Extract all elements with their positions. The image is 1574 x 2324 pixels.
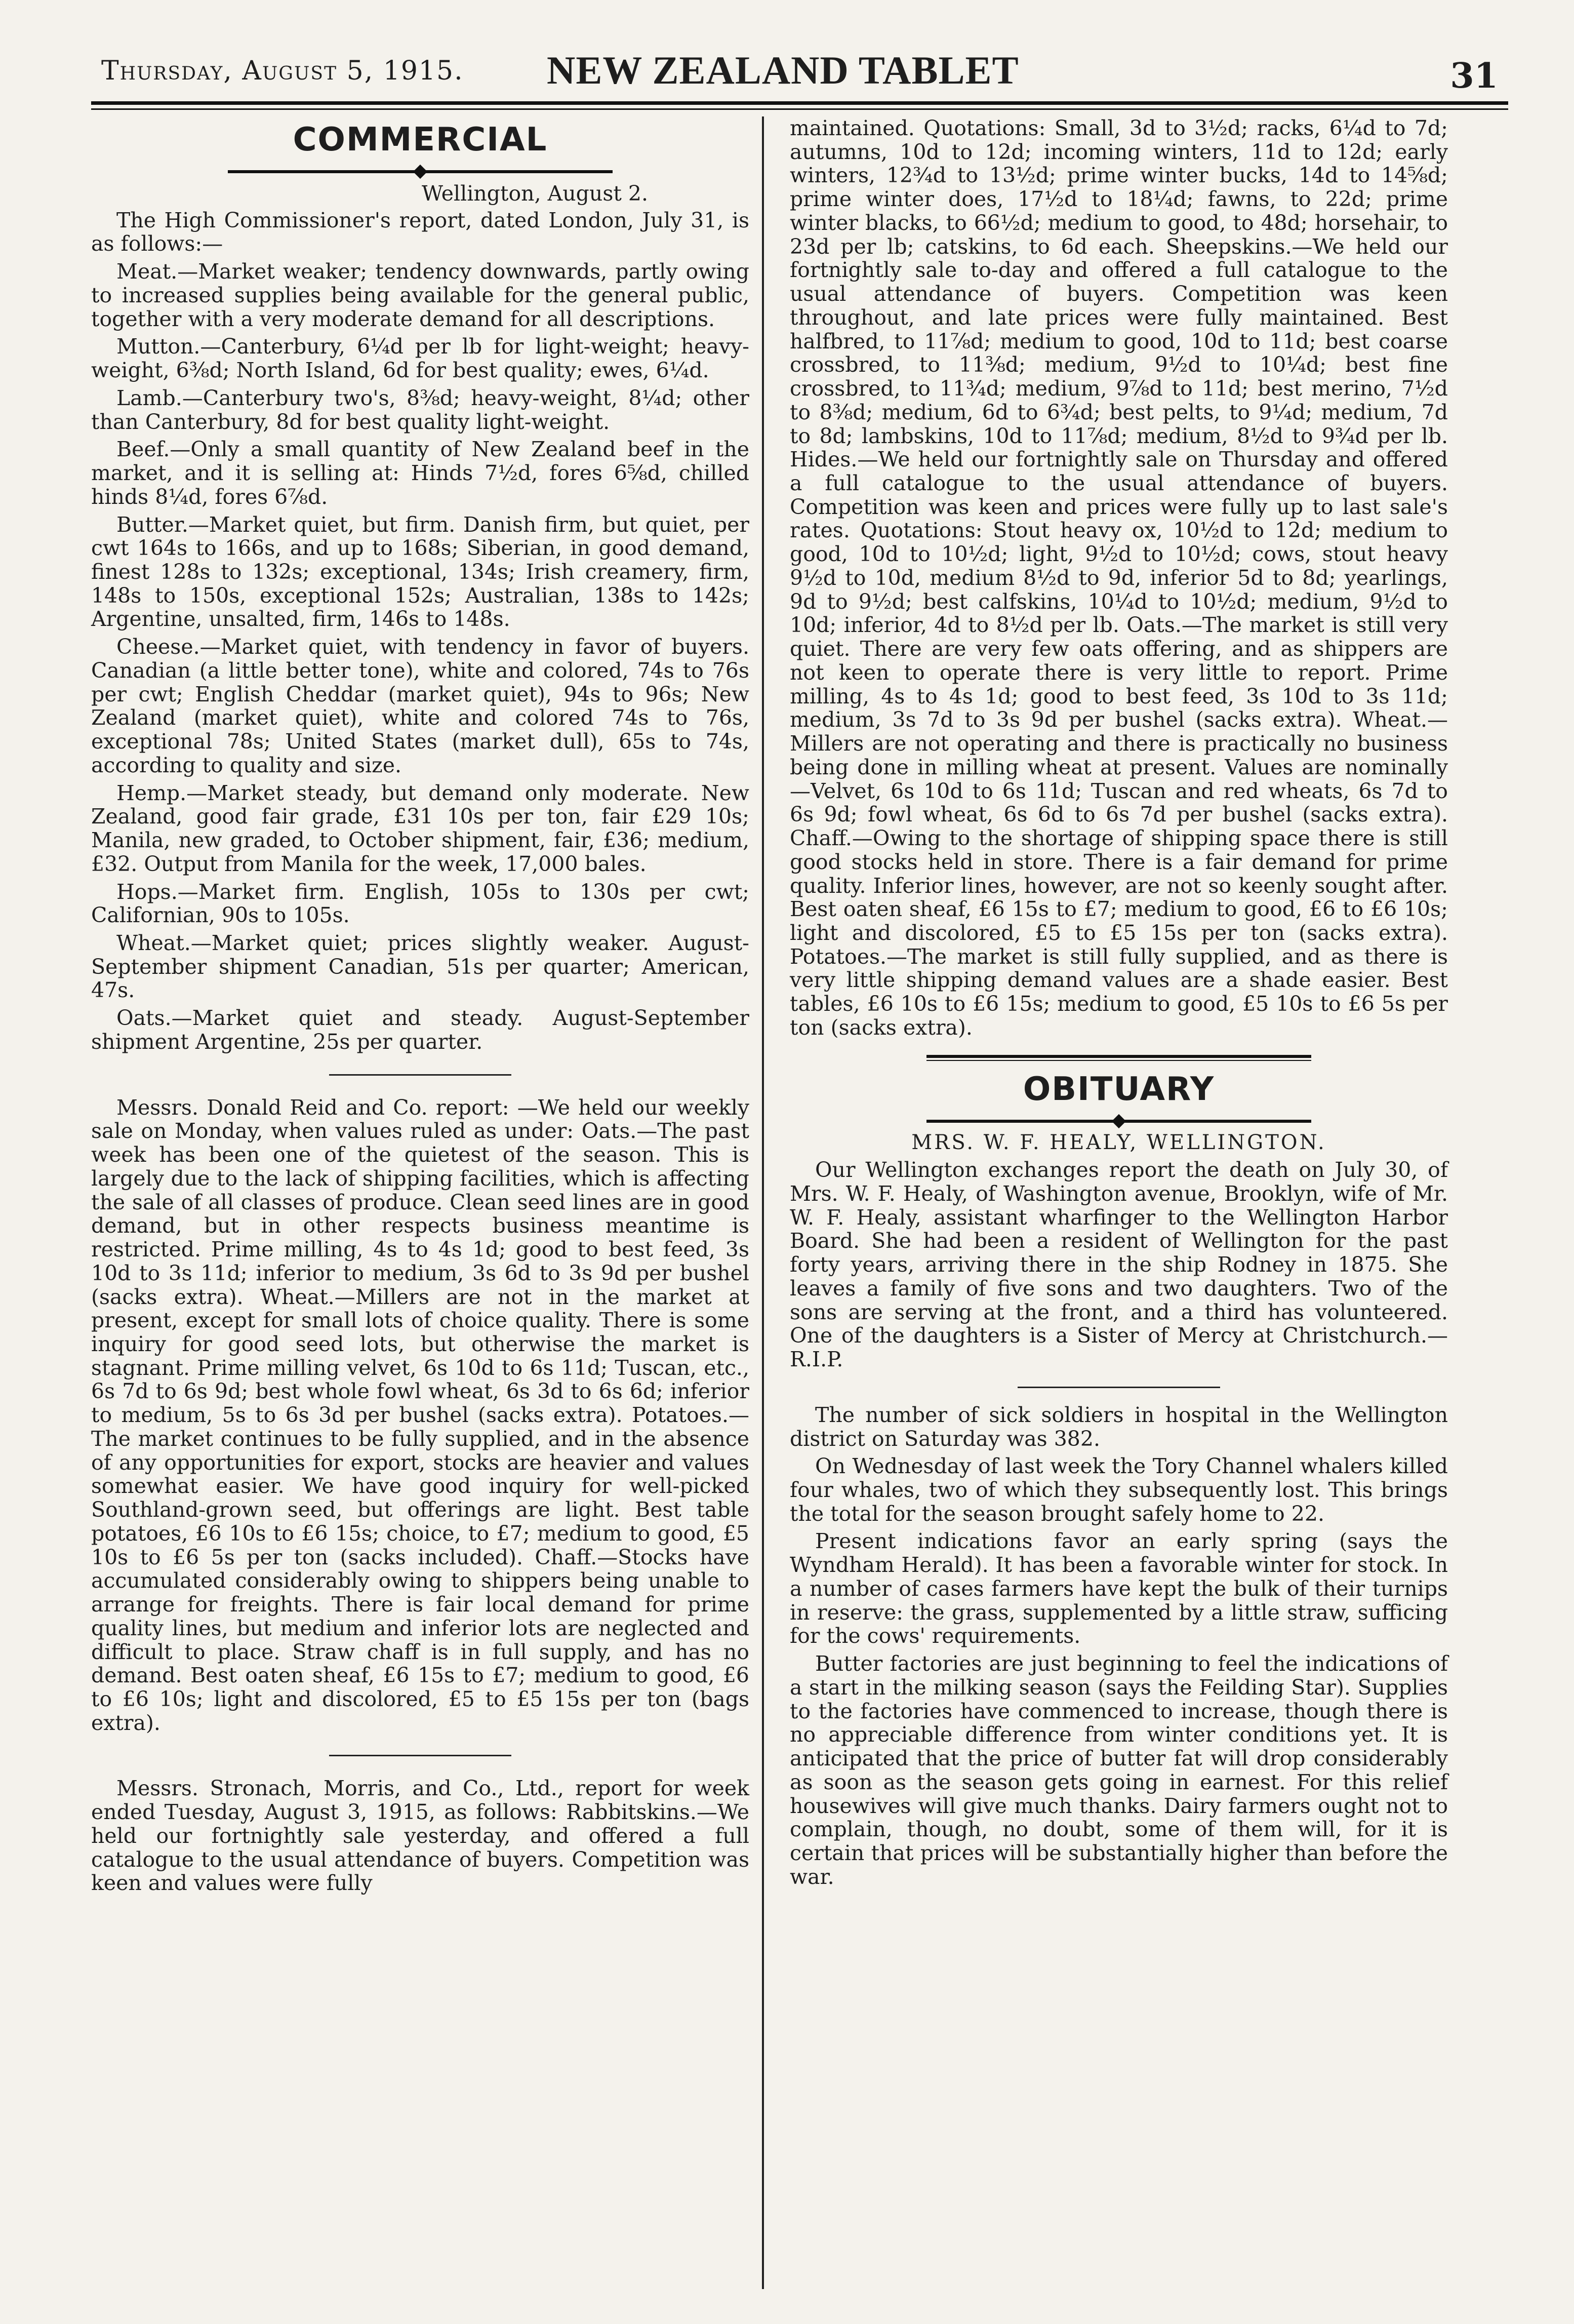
obituary-top-rule (926, 1055, 1311, 1061)
page-number: 31 (1450, 56, 1498, 96)
commercial-paragraph: Cheese.—Market quiet, with tendency in favor of buyers. Canadian (a little better tone), white and colored, 74s to 76s per cwt; English Cheddar (market quiet), 94s to 96s; New Zealand (market quiet), white and colored 74s to 76s, exceptional 78s; United States (market dull), 65s to 74s, according to quality and size. (91, 635, 749, 777)
left-column (91, 116, 749, 1899)
obituary-subhead: MRS. W. F. HEALY, WELLINGTON. (911, 1130, 1326, 1154)
obituary-text: Our Wellington exchanges report the death on July 30, of Mrs. W. F. Healy, of Washington avenue, Brooklyn, wife of Mr. W. F. Healy, assistant wharfinger to the Wellington Harbor Board. She had been a resident of Wellington for the past forty years, arriving there in the ship Rodney in 1875. She leaves a family of five sons and two daughters. Two of the sons are serving at the front, and a third has volunteered. One of the daughters is a Sister of Mercy at Christchurch.—R.I.P. (790, 1158, 1448, 1372)
commercial-paragraph: The High Commissioner's report, dated London, July 31, is as follows:— (91, 208, 749, 256)
news-paragraph: Butter factories are just beginning to feel the indications of a start in the milking season (says the Feilding Star). Supplies to the factories have commenced to increase, though there is no appreciable difference from winter conditions yet. It is anticipated that the price of butter fat will drop considerably as soon as the season gets going in earnest. For this relief housewives will give much thanks. Dairy farmers ought not to complain, though, no doubt, some of them will, for it is certain that prices will be substantially higher than before the war. (790, 1651, 1448, 1889)
stronach-continuation: maintained. Quotations: Small, 3d to 3½d; racks, 6¼d to 7d; autumns, 10d to 12d; incoming winters, 11d to 12d; early winters, 12¾d to 13½d; prime winter bucks, 14d to 14⅝d; prime winter does, 17½d to 18¼d; fawns, to 22d; prime winter blacks, to 66½d; medium to good, to 48d; horsehair, to 23d per lb; catskins, to 6d each. Sheepskins.—We held our fortnightly sale to-day and offered a full catalogue to the usual attendance of buyers. Competition was keen throughout, and late prices were fully maintained. Best halfbred, to 11⅞d; medium to good, 10d to 11d; best coarse crossbred, to 11⅜d; medium, 9½d to 10¼d; best fine crossbred, to 11¾d; medium, 9⅞d to 11d; best merino, 7½d to 8⅜d; medium, 6d to 6¾d; best pelts, to 9¼d; medium, 7d to 8d; lambskins, 10d to 11⅞d; medium, 8½d to 9¾d per lb. Hides.—We held our fortnightly sale on Thursday and offered a full catalogue to the usual attendance of buyers. Competition was keen and prices were fully up to last sale's rates. Quotations: Stout heavy ox, 10½d to 12d; medium to good, 10d to 10½d; light, 9½d to 10½d; cows, stout heavy 9½d to 10d, medium 8½d to 9d, inferior 5d to 8d; yearlings, 9d to 9½d; best calfskins, 10¼d to 10½d; medium, 9½d to 10d; inferior, 4d to 8½d per lb. Oats.—The market is still very quiet. There are very few oats offering, and as shippers are not keen to operate there is very little to report. Prime milling, 4s to 4s 1d; good to best feed, 3s 10d to 3s 11d; medium, 3s 7d to 3s 9d per bushel (sacks extra). Wheat.—Millers are not operating and there is practically no business being done in milling wheat at present. Values are nominally—Velvet, 6s 10d to 6s 11d; Tuscan and red wheats, 6s 7d to 6s 9d; fowl wheat, 6s 6d to 6s 7d per bushel (sacks extra). Chaff.—Owing to the shortage of shipping space there is still good stocks held in store. There is a fair demand for prime quality. Inferior lines, however, are not so keenly sought after. Best oaten sheaf, £6 15s to £7; medium to good, £6 to £6 10s; light and discolored, £5 to £5 15s per ton (sacks extra). Potatoes.—The market is still fully supplied, and as there is very little shipping demand values are a shade easier. Best tables, £6 10s to £6 15s; medium to good, £5 10s to £6 5s per ton (sacks extra). (790, 116, 1448, 1040)
section-separator (329, 1755, 511, 1756)
commercial-paragraph: Meat.—Market weaker; tendency downwards, partly owing to increased supplies being available for the general public, together with a very moderate demand for all descriptions. (91, 259, 749, 331)
commercial-paragraph: Wheat.—Market quiet; prices slightly weaker. August-September shipment Canadian, 51s per quarter; American, 47s. (91, 930, 749, 1003)
commercial-paragraph: Hemp.—Market steady, but demand only moderate. New Zealand, good fair grade, £31 10s per ton, fair £29 10s; Manila, new graded, to October shipment, fair, £36; medium, £32. Output from Manila for the week, 17,000 bales. (91, 780, 749, 876)
heading-ornament (790, 1108, 1448, 1124)
section-separator (1018, 1387, 1220, 1388)
obituary-heading: OBITUARY (1023, 1070, 1215, 1108)
section-separator (329, 1074, 511, 1076)
header-date: Thursday, August 5, 1915. (101, 56, 464, 86)
right-column (790, 116, 1448, 1893)
stronach-report: Messrs. Stronach, Morris, and Co., Ltd., report for week ended Tuesday, August 3, 1915, as follows: Rabbitskins.—We held our fortnightly sale yesterday, and offered a full catalogue to the usual attendance of buyers. Competition was keen and values were fully (91, 1776, 749, 1896)
news-paragraph: On Wednesday of last week the Tory Channel whalers killed four whales, two of which they subsequently lost. This brings the total for the season brought safely home to 22. (790, 1454, 1448, 1526)
commercial-heading: COMMERCIAL (293, 121, 548, 159)
page-header (91, 46, 1508, 106)
commercial-paragraph: Lamb.—Canterbury two's, 8⅜d; heavy-weight, 8¼d; other than Canterbury, 8d for best quality light-weight. (91, 385, 749, 434)
column-divider (762, 116, 764, 2289)
commercial-paragraph: Butter.—Market quiet, but firm. Danish firm, but quiet, per cwt 164s to 166s, and up to 168s; Siberian, in good demand, finest 128s to 132s; exceptional, 134s; Irish creamery, firm, 148s to 150s, exceptional 152s; Australian, 138s to 142s; Argentine, unsalted, firm, 146s to 148s. (91, 512, 749, 632)
commercial-paragraph: Mutton.—Canterbury, 6¼d per lb for light-weight; heavy-weight, 6⅜d; North Island, 6d for best quality; ewes, 6¼d. (91, 334, 749, 383)
header-rule-thick (91, 101, 1508, 105)
masthead-title: NEW ZEALAND TABLET (547, 48, 1019, 92)
header-rule-thin (91, 108, 1508, 110)
heading-ornament (91, 159, 749, 175)
commercial-paragraph: Oats.—Market quiet and steady. August-September shipment Argentine, 25s per quarter. (91, 1006, 749, 1054)
commercial-paragraph: Hops.—Market firm. English, 105s to 130s per cwt; Californian, 90s to 105s. (91, 879, 749, 928)
commercial-paragraph: Beef.—Only a small quantity of New Zealand beef in the market, and it is selling at: Hinds 7½d, fores 6⅝d, chilled hinds 8¼d, fores 6⅞d. (91, 437, 749, 509)
reid-report: Messrs. Donald Reid and Co. report: —We held our weekly sale on Monday, when values ruled as under: Oats.—The past week has been one of the quietest of the season. This is largely due to the lack of shipping facilities, which is affecting the sale of all classes of produce. Clean seed lines are in good demand, but in other respects business meantime is restricted. Prime milling, 4s to 4s 1d; good to best feed, 3s 10d to 3s 11d; inferior to medium, 3s 6d to 3s 9d per bushel (sacks extra). Wheat.—Millers are not in the market at present, except for small lots of choice quality. There is some inquiry for good seed lots, but otherwise the market is stagnant. Prime milling velvet, 6s 10d to 6s 11d; Tuscan, etc., 6s 7d to 6s 9d; best whole fowl wheat, 6s 3d to 6s 6d; inferior to medium, 5s to 6s 3d per bushel (sacks extra). Potatoes.—The market continues to be fully supplied, and in the absence of any opportunities for export, stocks are heavier and values somewhat easier. We have good inquiry for well-picked Southland-grown seed, but offerings are light. Best table potatoes, £6 10s to £6 15s; choice, to £7; medium to good, £5 10s to £6 5s per ton (sacks included). Chaff.—Stocks have accumulated considerably owing to shippers being unable to arrange for freights. There is fair local demand for prime quality lines, but medium and inferior lots are neglected and difficult to place. Straw chaff is in full supply, and has no demand. Best oaten sheaf, £6 15s to £7; medium to good, £6 to £6 10s; light and discolored, £5 to £5 15s per ton (bags extra). (91, 1095, 749, 1735)
commercial-dateline: Wellington, August 2. (421, 181, 648, 206)
news-paragraph: The number of sick soldiers in hospital in the Wellington district on Saturday was 382. (790, 1402, 1448, 1451)
news-paragraph: Present indications favor an early spring (says the Wyndham Herald). It has been a favorable winter for stock. In a number of cases farmers have kept the bulk of their turnips in reserve: the grass, supplemented by a little straw, sufficing for the cows' requirements. (790, 1529, 1448, 1648)
